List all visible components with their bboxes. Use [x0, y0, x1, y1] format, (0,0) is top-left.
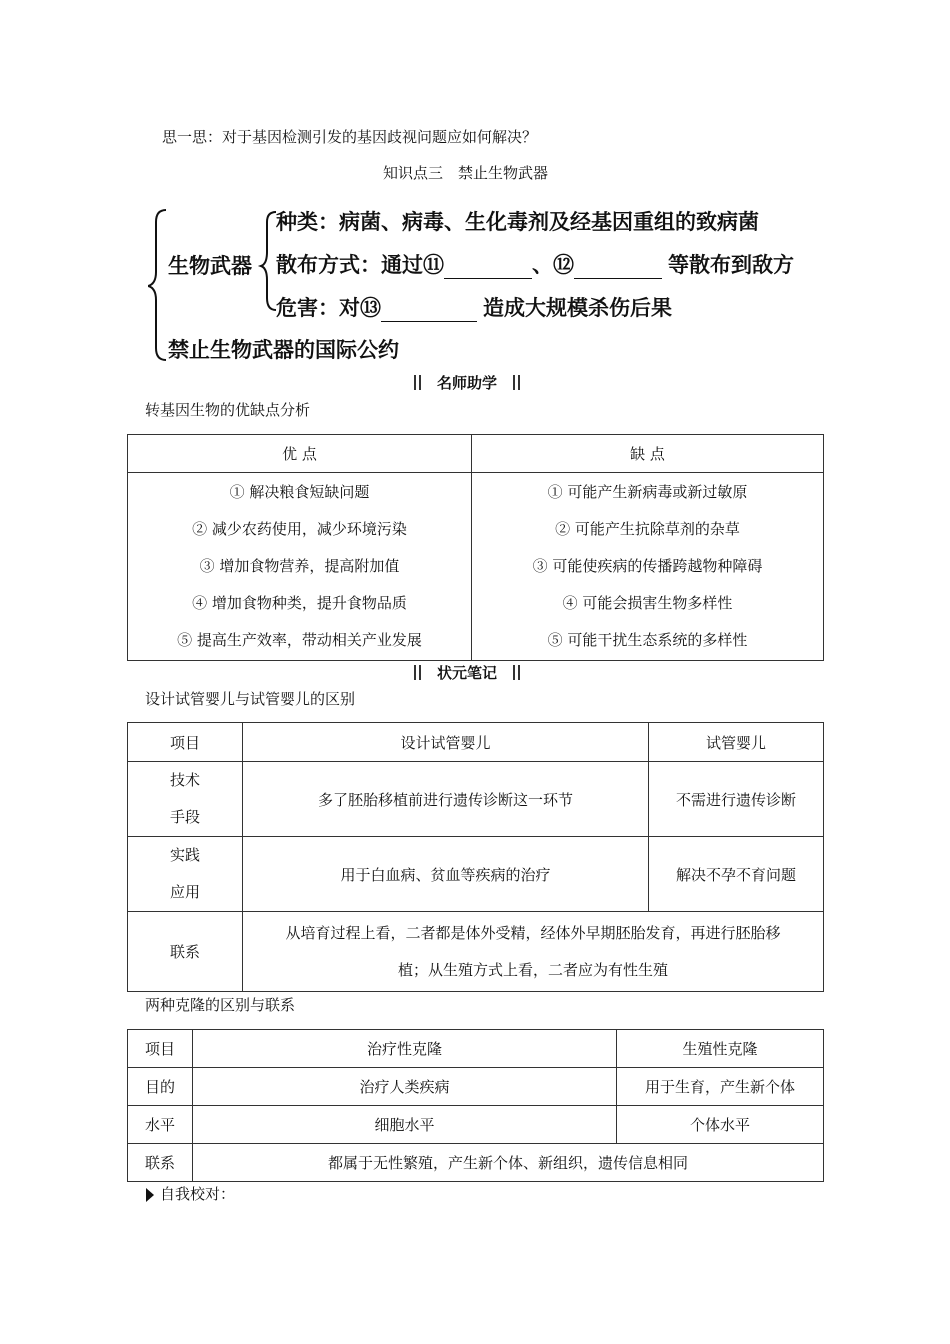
banner-label: 名师助学: [437, 374, 498, 392]
cell-ivf-technique: 不需进行遗传诊断: [649, 762, 824, 837]
outline-root: 生物武器: [168, 254, 252, 278]
header-cons: 缺 点: [472, 435, 824, 473]
cell-link: 都属于无性繁殖，产生新个体、新组织，遗传信息相同: [193, 1144, 824, 1182]
header-item: 项目: [128, 723, 243, 762]
header-therapeutic: 治疗性克隆: [193, 1030, 617, 1068]
cell-design-application: 用于白血病、贫血等疾病的治疗: [243, 837, 649, 912]
row-label-purpose: 目的: [128, 1068, 193, 1106]
self-check-label: 自我校对：: [160, 1185, 236, 1203]
cons-cell: [472, 473, 824, 661]
pros-item: ③ 增加食物营养，提高附加值: [199, 557, 400, 575]
pros-item: ① 解决粮食短缺问题: [229, 483, 370, 501]
harm-suffix: 造成大规模杀伤后果: [483, 296, 672, 320]
cell-reproductive-purpose: 用于生育，产生新个体: [617, 1068, 824, 1106]
row-label-link: 联系: [128, 1144, 193, 1182]
blank-12[interactable]: [574, 256, 662, 279]
cons-item: ② 可能产生抗除草剂的杂草: [555, 520, 740, 538]
banner-top-notes: [414, 662, 520, 683]
link-line: 植；从生殖方式上看，二者应为有性生殖: [397, 960, 668, 979]
cell-design-technique: 多了胚胎移植前进行遗传诊断这一环节: [243, 762, 649, 837]
cons-item: ⑤ 可能干扰生态系统的多样性: [547, 631, 748, 649]
cell-reproductive-level: 个体水平: [617, 1106, 824, 1144]
banner-bar-icon: [513, 665, 520, 680]
cell-ivf-application: 解决不孕不育问题: [649, 837, 824, 912]
gmo-pros-cons-table: [127, 434, 824, 661]
cons-item: ③ 可能使疾病的传播跨越物种障碍: [532, 557, 763, 575]
self-check: [146, 1184, 235, 1204]
cell-link: [243, 912, 824, 992]
outline-types: 种类：病菌、病毒、生化毒剂及经基因重组的致病菌: [276, 210, 759, 234]
outline-harm: [276, 294, 672, 322]
row-label-technique: [128, 762, 243, 837]
blank-13[interactable]: [381, 299, 477, 322]
link-line: 从培育过程上看，二者都是体外受精，经体外早期胚胎发育，再进行胚胎移: [285, 923, 781, 942]
label-line: 技术: [169, 771, 200, 789]
header-pros: 优 点: [128, 435, 472, 473]
header-reproductive: 生殖性克隆: [617, 1030, 824, 1068]
banner-bar-icon: [513, 375, 520, 390]
cons-item: ④ 可能会损害生物多样性: [562, 594, 733, 612]
cloning-compare-table: [127, 1029, 824, 1182]
pros-item: ② 减少农药使用，减少环境污染: [192, 520, 407, 538]
banner-label: 状元笔记: [437, 664, 498, 682]
spread-mid: 、⑫: [532, 253, 574, 277]
triangle-marker-icon: [146, 1188, 154, 1202]
pros-cell: [128, 473, 472, 661]
header-design-ivf: 设计试管婴儿: [243, 723, 649, 762]
table3-caption: 两种克隆的区别与联系: [145, 996, 296, 1014]
blank-11[interactable]: [444, 256, 532, 279]
table1-caption: 转基因生物的优缺点分析: [145, 401, 311, 419]
harm-prefix: 危害：对⑬: [276, 296, 381, 320]
question-text: 思一思：对于基因检测引发的基因歧视问题应如何解决？: [162, 128, 538, 146]
section-title: 知识点三 禁止生物武器: [383, 164, 549, 182]
label-line: 实践: [169, 846, 200, 864]
outline-convention: 禁止生物武器的国际公约: [168, 338, 399, 362]
spread-suffix: 等散布到敌方: [668, 253, 794, 277]
row-label-application: [128, 837, 243, 912]
label-line: 手段: [169, 808, 200, 826]
cons-item: ① 可能产生新病毒或新过敏原: [547, 483, 748, 501]
cell-therapeutic-purpose: 治疗人类疾病: [193, 1068, 617, 1106]
pros-item: ⑤ 提高生产效率，带动相关产业发展: [177, 631, 422, 649]
row-label-link: 联系: [128, 912, 243, 992]
table2-caption: 设计试管婴儿与试管婴儿的区别: [145, 690, 356, 708]
row-label-level: 水平: [128, 1106, 193, 1144]
header-item: 项目: [128, 1030, 193, 1068]
cell-therapeutic-level: 细胞水平: [193, 1106, 617, 1144]
banner-bar-icon: [414, 375, 421, 390]
pros-item: ④ 增加食物种类，提升食物品质: [192, 594, 407, 612]
outline-spread: [276, 251, 794, 279]
label-line: 应用: [169, 883, 200, 901]
ivf-compare-table: [127, 722, 824, 992]
header-ivf: 试管婴儿: [649, 723, 824, 762]
banner-bar-icon: [414, 665, 421, 680]
spread-prefix: 散布方式：通过⑪: [276, 253, 444, 277]
banner-teacher-help: [414, 372, 520, 393]
